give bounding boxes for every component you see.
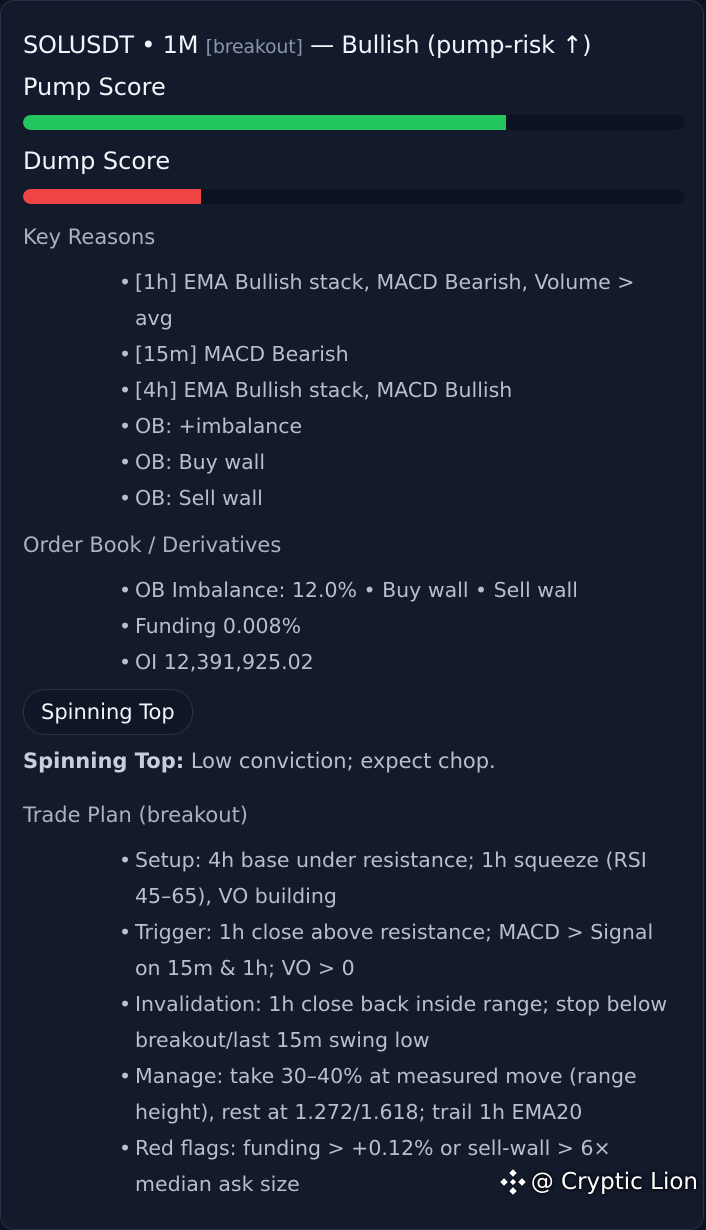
trade-plan-list xyxy=(119,842,681,1202)
title-strategy-tag: [breakout] xyxy=(205,36,303,58)
order-book-heading: Order Book / Derivatives xyxy=(23,533,282,557)
diamond-logo-icon xyxy=(499,1168,527,1196)
list-item: • [4h] EMA Bullish stack, MACD Bullish xyxy=(119,372,659,408)
watermark-text: @ Cryptic Lion xyxy=(530,1169,698,1195)
key-reasons-heading: Key Reasons xyxy=(23,225,156,249)
pattern-pill[interactable]: Spinning Top xyxy=(23,689,193,735)
list-item: • OB: +imbalance xyxy=(119,408,659,444)
dump-score-label: Dump Score xyxy=(23,147,171,175)
dump-score-bar xyxy=(23,189,684,204)
trade-plan-heading: Trade Plan (breakout) xyxy=(23,803,249,827)
title-main: SOLUSDT • 1M xyxy=(23,31,199,59)
pattern-note-text: Low conviction; expect chop. xyxy=(184,749,496,773)
list-item: • Invalidation: 1h close back inside range; stop below breakout/last 15m swing low xyxy=(119,986,681,1058)
list-item: • OI 12,391,925.02 xyxy=(119,644,679,680)
pump-score-fill xyxy=(23,115,506,130)
list-item: • Trigger: 1h close above resistance; MACD > Signal on 15m & 1h; VO > 0 xyxy=(119,914,681,986)
dump-score-fill xyxy=(23,189,201,204)
list-item: • OB Imbalance: 12.0% • Buy wall • Sell wall xyxy=(119,572,679,608)
list-item: • Setup: 4h base under resistance; 1h squeeze (RSI 45–65), VO building xyxy=(119,842,681,914)
list-item: • Red flags: funding > +0.12% or sell-wall > 6× median ask size xyxy=(119,1130,681,1202)
card-title xyxy=(23,31,591,59)
pattern-note-title: Spinning Top: xyxy=(23,749,185,773)
key-reasons-list xyxy=(119,264,659,516)
title-bias: — Bullish (pump-risk ↑) xyxy=(310,31,592,59)
pump-score-bar xyxy=(23,115,684,130)
list-item: • Funding 0.008% xyxy=(119,608,679,644)
list-item: • Manage: take 30–40% at measured move (range height), rest at 1.272/1.618; trail 1h EMA20 xyxy=(119,1058,681,1130)
pump-score-label: Pump Score xyxy=(23,73,166,101)
list-item: • [1h] EMA Bullish stack, MACD Bearish, Volume > avg xyxy=(119,264,659,336)
order-book-list xyxy=(119,572,679,680)
watermark xyxy=(499,1168,698,1196)
list-item: • OB: Buy wall xyxy=(119,444,659,480)
pattern-note xyxy=(23,749,496,773)
list-item: • OB: Sell wall xyxy=(119,480,659,516)
list-item: • [15m] MACD Bearish xyxy=(119,336,659,372)
